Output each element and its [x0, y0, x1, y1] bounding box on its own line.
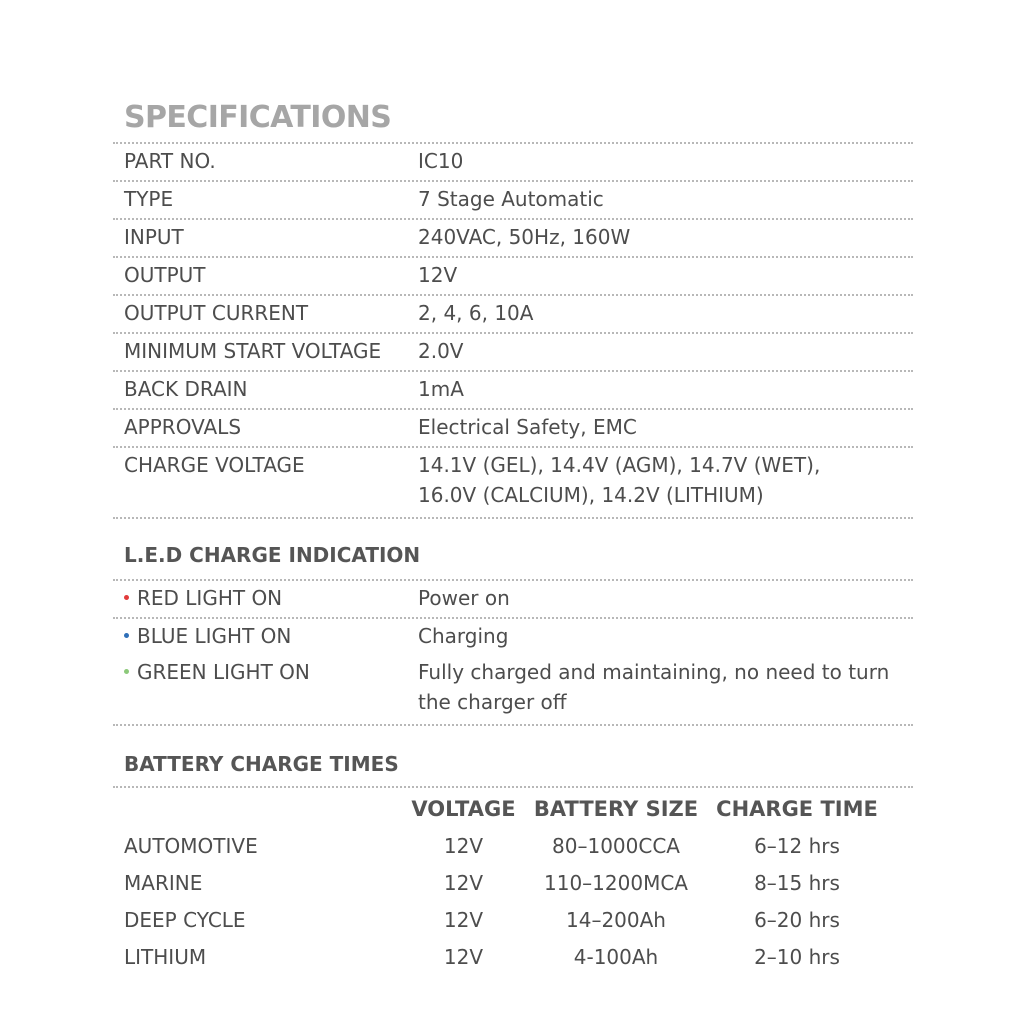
- column-header: CHARGE TIME: [716, 796, 878, 821]
- led-row: [113, 619, 913, 655]
- column-header: BATTERY SIZE: [533, 796, 699, 821]
- charge-times-table: [124, 790, 913, 975]
- led-value: [418, 657, 913, 717]
- table-row: [124, 938, 913, 975]
- table-cell: 12V: [443, 833, 484, 858]
- spec-label: INPUT: [124, 225, 184, 249]
- led-label: [124, 625, 418, 648]
- led-value-line: the charger off: [418, 690, 567, 714]
- spec-value: Electrical Safety, EMC: [418, 415, 637, 439]
- spec-value: IC10: [418, 149, 464, 173]
- spec-row: [113, 220, 913, 256]
- table-cell: 8–15 hrs: [754, 870, 840, 895]
- spec-value: [418, 450, 913, 510]
- table-cell: 12V: [443, 870, 484, 895]
- spec-row: [113, 372, 913, 408]
- spec-label: OUTPUT: [124, 263, 206, 287]
- spec-row: [113, 296, 913, 332]
- spec-label: CHARGE VOLTAGE: [124, 453, 305, 477]
- led-value: Power on: [418, 586, 510, 610]
- led-label-text: RED LIGHT ON: [137, 586, 283, 610]
- table-cell: 80–1000CCA: [552, 833, 680, 858]
- spec-label: TYPE: [124, 187, 174, 211]
- spec-value: 2.0V: [418, 339, 464, 363]
- times-section-heading: BATTERY CHARGE TIMES: [124, 752, 399, 776]
- spec-row: [113, 410, 913, 446]
- table-row: [124, 864, 913, 901]
- specifications-sheet: [113, 96, 913, 975]
- red-indicator-dot: [124, 595, 129, 600]
- table-cell: 14–200Ah: [566, 907, 666, 932]
- spec-label: OUTPUT CURRENT: [124, 301, 309, 325]
- spec-row: [113, 182, 913, 218]
- spec-value: 2, 4, 6, 10A: [418, 301, 534, 325]
- table-cell: 110–1200MCA: [544, 870, 688, 895]
- spec-label: APPROVALS: [124, 415, 242, 439]
- column-header: VOLTAGE: [411, 796, 516, 821]
- led-label-text: GREEN LIGHT ON: [137, 660, 310, 684]
- blue-indicator-dot: [124, 633, 129, 638]
- table-cell: 6–20 hrs: [754, 907, 840, 932]
- table-row: [124, 827, 913, 864]
- table-cell: 12V: [443, 944, 484, 969]
- table-cell: 12V: [443, 907, 484, 932]
- led-value-line: Fully charged and maintaining, no need to turn: [418, 660, 890, 684]
- led-label: [124, 661, 418, 684]
- spec-label: MINIMUM START VOLTAGE: [124, 339, 382, 363]
- spec-row: [113, 258, 913, 294]
- spec-label: PART NO.: [124, 149, 216, 173]
- led-value: Charging: [418, 624, 509, 648]
- spec-value: 7 Stage Automatic: [418, 187, 604, 211]
- spec-row: [113, 334, 913, 370]
- led-section-heading: L.E.D CHARGE INDICATION: [124, 543, 421, 567]
- table-cell: MARINE: [124, 870, 203, 895]
- divider: [113, 517, 913, 519]
- table-cell: 6–12 hrs: [754, 833, 840, 858]
- green-indicator-dot: [124, 669, 129, 674]
- table-cell: 2–10 hrs: [754, 944, 840, 969]
- spec-value: 12V: [418, 263, 458, 287]
- spec-label: BACK DRAIN: [124, 377, 248, 401]
- spec-value-line: 16.0V (CALCIUM), 14.2V (LITHIUM): [418, 483, 764, 507]
- table-cell: DEEP CYCLE: [124, 907, 246, 932]
- spec-value-line: 14.1V (GEL), 14.4V (AGM), 14.7V (WET),: [418, 453, 821, 477]
- table-cell: LITHIUM: [124, 944, 207, 969]
- spec-row: [113, 144, 913, 180]
- divider: [113, 724, 913, 726]
- spec-row: [113, 448, 913, 517]
- spec-value: 1mA: [418, 377, 464, 401]
- led-label-text: BLUE LIGHT ON: [137, 624, 292, 648]
- table-cell: 4-100Ah: [573, 944, 659, 969]
- page-title: SPECIFICATIONS: [124, 100, 392, 135]
- led-label: [124, 587, 418, 610]
- divider: [113, 786, 913, 788]
- led-row: [113, 581, 913, 617]
- table-header-row: [124, 790, 913, 827]
- led-row: [113, 655, 913, 724]
- table-row: [124, 901, 913, 938]
- spec-value: 240VAC, 50Hz, 160W: [418, 225, 631, 249]
- table-cell: AUTOMOTIVE: [124, 833, 258, 858]
